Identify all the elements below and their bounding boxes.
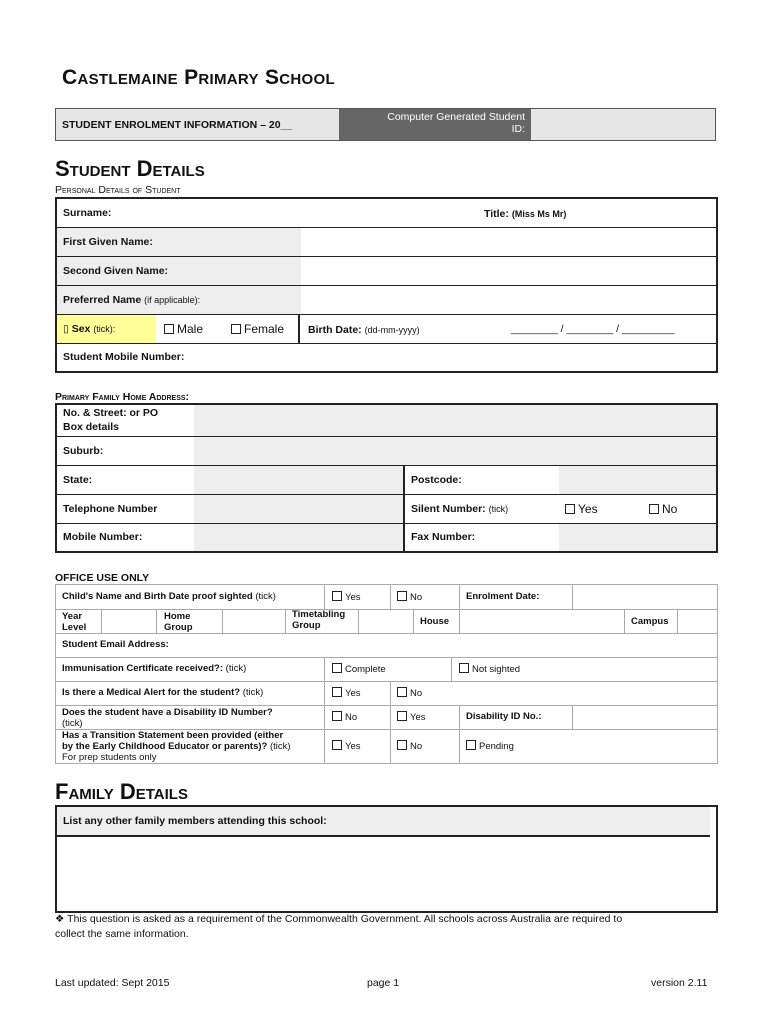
divider xyxy=(324,681,325,705)
mobile-field[interactable] xyxy=(194,523,404,552)
second-name-field[interactable] xyxy=(301,256,717,285)
home-label-line2: Group xyxy=(164,622,193,633)
female-checkbox[interactable] xyxy=(231,324,241,334)
silent-options xyxy=(559,494,717,523)
divider xyxy=(324,585,325,609)
title-label-text: Title: xyxy=(484,208,509,220)
divider xyxy=(677,609,678,633)
transition-no-option[interactable] xyxy=(397,740,422,752)
state-label: State: xyxy=(56,465,194,494)
transition-pending-checkbox[interactable] xyxy=(466,740,476,750)
surname-field[interactable] xyxy=(156,198,717,227)
proof-tick: (tick) xyxy=(255,591,276,602)
personal-details-subheading: Personal Details of Student xyxy=(55,184,181,196)
preferred-name-note: (if applicable): xyxy=(144,294,201,305)
immun-not-sighted-checkbox[interactable] xyxy=(459,663,469,673)
commonwealth-note xyxy=(55,912,715,942)
first-name-field[interactable] xyxy=(301,227,717,256)
divider xyxy=(390,585,391,609)
divider xyxy=(56,705,717,706)
divider xyxy=(324,657,325,681)
postcode-label: Postcode: xyxy=(404,465,559,494)
mobile-label: Mobile Number: xyxy=(56,523,194,552)
silent-number-label xyxy=(404,494,559,523)
divider xyxy=(324,705,325,729)
proof-yes-checkbox[interactable] xyxy=(332,591,342,601)
divider xyxy=(222,609,223,633)
silent-number-tick: (tick) xyxy=(488,503,509,514)
disability-yes-checkbox[interactable] xyxy=(397,711,407,721)
proof-no-option[interactable] xyxy=(397,591,422,603)
office-use-block xyxy=(55,584,718,764)
divider xyxy=(459,585,460,609)
divider xyxy=(390,729,391,763)
birth-date-label xyxy=(308,324,420,336)
family-members-field[interactable] xyxy=(57,837,716,911)
note-symbol-icon: ❖ xyxy=(55,913,65,925)
student-email-label: Student Email Address: xyxy=(62,639,169,650)
proof-no-label: No xyxy=(410,592,423,603)
enrolment-date-field[interactable] xyxy=(573,585,716,609)
transition-label xyxy=(62,730,291,763)
disability-text: Does the student have a Disability ID Number? xyxy=(62,707,273,718)
transition-pending-option[interactable] xyxy=(466,740,514,752)
school-title: Castlemaine Primary School xyxy=(62,66,335,89)
immun-not-sighted-option[interactable] xyxy=(459,663,520,675)
female-label: Female xyxy=(244,321,285,336)
divider xyxy=(324,729,325,763)
male-option[interactable] xyxy=(164,322,203,336)
transition-yes-checkbox[interactable] xyxy=(332,740,342,750)
street-label-line2: Box details xyxy=(63,421,120,434)
telephone-label: Telephone Number xyxy=(56,494,194,523)
home-label-line1: Home xyxy=(164,611,191,622)
immunisation-text: Immunisation Certificate received?: xyxy=(62,663,224,674)
divider xyxy=(459,729,460,763)
transition-pending-label: Pending xyxy=(479,741,514,752)
disability-tick: (tick) xyxy=(62,718,83,729)
note-line2: collect the same information. xyxy=(55,928,189,940)
disability-yes-label: Yes xyxy=(410,712,426,723)
divider xyxy=(413,609,414,633)
cg-id-label-line2: ID: xyxy=(511,123,525,135)
family-members-label: List any other family members attending this school: xyxy=(57,807,710,837)
preferred-name-field[interactable] xyxy=(301,285,717,314)
sex-marker: ▯ xyxy=(63,322,69,335)
silent-no-label: No xyxy=(662,501,678,516)
last-updated: Last updated: Sept 2015 xyxy=(55,977,170,989)
divider xyxy=(624,609,625,633)
disability-yes-option[interactable] xyxy=(397,711,426,723)
immun-not-sighted-label: Not sighted xyxy=(472,664,521,675)
sex-text: Sex xyxy=(71,322,91,335)
disability-no-label: No xyxy=(345,712,358,723)
enrolment-date-label: Enrolment Date: xyxy=(466,591,540,602)
transition-tick: (tick) xyxy=(269,741,291,752)
divider xyxy=(451,657,452,681)
address-heading: Primary Family Home Address: xyxy=(55,391,190,403)
immun-complete-label: Complete xyxy=(345,664,386,675)
street-label xyxy=(56,404,194,436)
transition-no-checkbox[interactable] xyxy=(397,740,407,750)
proof-yes-option[interactable] xyxy=(332,591,361,603)
preferred-name-text: Preferred Name xyxy=(63,293,142,306)
year-label-line2: Level xyxy=(62,622,87,633)
student-mobile-field[interactable] xyxy=(301,343,717,372)
title-label xyxy=(484,208,566,220)
divider xyxy=(390,681,391,705)
first-name-label: First Given Name: xyxy=(56,227,301,256)
birth-date-text: Birth Date: xyxy=(308,323,362,336)
disability-id-label: Disability ID No.: xyxy=(466,711,542,722)
immun-complete-checkbox[interactable] xyxy=(332,663,342,673)
street-label-line1: No. & Street: or PO xyxy=(63,407,159,420)
divider xyxy=(56,681,717,682)
divider xyxy=(358,609,359,633)
timetabling-group-label xyxy=(292,609,345,631)
surname-label: Surname: xyxy=(63,206,112,219)
divider xyxy=(156,609,157,633)
disability-no-checkbox[interactable] xyxy=(332,711,342,721)
transition-line2: by the Early Childhood Educator or parents)? xyxy=(62,741,268,752)
transition-yes-label: Yes xyxy=(345,741,361,752)
divider xyxy=(572,705,573,729)
proof-text: Child's Name and Birth Date proof sighted xyxy=(62,591,253,602)
silent-number-text: Silent Number: xyxy=(411,502,486,515)
proof-no-checkbox[interactable] xyxy=(397,591,407,601)
year-level-label xyxy=(62,611,86,633)
proof-yes-label: Yes xyxy=(345,592,361,603)
info-bar xyxy=(55,108,716,141)
transition-line1: Has a Transition Statement been provided (either xyxy=(62,730,284,741)
transition-no-label: No xyxy=(410,741,423,752)
sex-divider xyxy=(298,315,300,344)
silent-yes-label: Yes xyxy=(578,501,598,516)
silent-no-checkbox[interactable] xyxy=(649,504,659,514)
telephone-field[interactable] xyxy=(194,494,404,523)
divider xyxy=(459,609,460,633)
sex-birth-row xyxy=(156,314,717,343)
enrolment-info-label: STUDENT ENROLMENT INFORMATION – 20__ xyxy=(62,119,293,131)
divider xyxy=(56,657,717,658)
divider xyxy=(459,705,460,729)
cg-id-field[interactable] xyxy=(531,109,715,140)
address-table xyxy=(55,403,718,553)
postcode-field[interactable] xyxy=(559,465,717,494)
home-group-label xyxy=(164,611,193,633)
medical-no-label: No xyxy=(410,688,423,699)
female-option[interactable] xyxy=(231,322,284,336)
immunisation-tick: (tick) xyxy=(225,663,247,674)
medical-no-checkbox[interactable] xyxy=(397,687,407,697)
tt-label-line1: Timetabling xyxy=(292,609,346,620)
student-details-heading: Student Details xyxy=(55,156,205,181)
fax-label: Fax Number: xyxy=(404,523,559,552)
family-members-box xyxy=(55,805,718,913)
divider xyxy=(390,705,391,729)
silent-no-option[interactable] xyxy=(649,502,677,516)
version-label: version 2.11 xyxy=(651,977,708,989)
medical-yes-option[interactable] xyxy=(332,687,361,699)
proof-label xyxy=(62,591,276,602)
cg-id-label-line1: Computer Generated Student xyxy=(387,111,525,123)
tt-label-line2: Group xyxy=(292,620,321,631)
note-line1: This question is asked as a requirement of the Commonwealth Government. All schools across Australia are required to xyxy=(67,913,623,925)
state-field[interactable] xyxy=(194,465,404,494)
campus-label: Campus xyxy=(631,616,669,627)
birth-date-field[interactable]: ________ / ________ / _________ xyxy=(511,322,675,335)
medical-yes-label: Yes xyxy=(345,688,361,699)
student-details-table xyxy=(55,197,718,373)
divider xyxy=(285,609,286,633)
immun-complete-option[interactable] xyxy=(332,663,386,675)
year-label-line1: Year xyxy=(62,611,83,622)
male-label: Male xyxy=(177,321,204,336)
suburb-label: Suburb: xyxy=(56,436,194,465)
cg-id-label-box xyxy=(339,109,531,140)
birth-date-format: (dd-mm-yyyy) xyxy=(364,324,420,335)
family-details-heading: Family Details xyxy=(55,779,188,804)
student-mobile-label: Student Mobile Number: xyxy=(56,343,301,372)
suburb-field[interactable] xyxy=(194,436,717,465)
divider xyxy=(101,609,102,633)
silent-yes-checkbox[interactable] xyxy=(565,504,575,514)
male-checkbox[interactable] xyxy=(164,324,174,334)
disability-no-option[interactable] xyxy=(332,711,357,723)
fax-field[interactable] xyxy=(559,523,717,552)
medical-no-option[interactable] xyxy=(397,687,422,699)
page-number: page 1 xyxy=(367,977,400,989)
street-field[interactable] xyxy=(194,404,717,436)
second-name-label: Second Given Name: xyxy=(56,256,301,285)
sex-tick: (tick): xyxy=(93,323,116,334)
medical-alert-text: Is there a Medical Alert for the student? xyxy=(62,687,241,698)
medical-yes-checkbox[interactable] xyxy=(332,687,342,697)
divider xyxy=(56,633,717,634)
transition-line3: For prep students only xyxy=(62,752,157,763)
title-options: (Miss Ms Mr) xyxy=(511,209,567,219)
medical-alert-label xyxy=(62,687,263,698)
silent-yes-option[interactable] xyxy=(565,502,598,516)
medical-alert-tick: (tick) xyxy=(242,687,264,698)
disability-label xyxy=(62,707,273,729)
office-use-heading: OFFICE USE ONLY xyxy=(55,572,150,584)
house-label: House xyxy=(420,616,450,627)
transition-yes-option[interactable] xyxy=(332,740,361,752)
sex-label xyxy=(56,314,156,343)
preferred-name-label xyxy=(56,285,301,314)
immunisation-label xyxy=(62,663,246,674)
